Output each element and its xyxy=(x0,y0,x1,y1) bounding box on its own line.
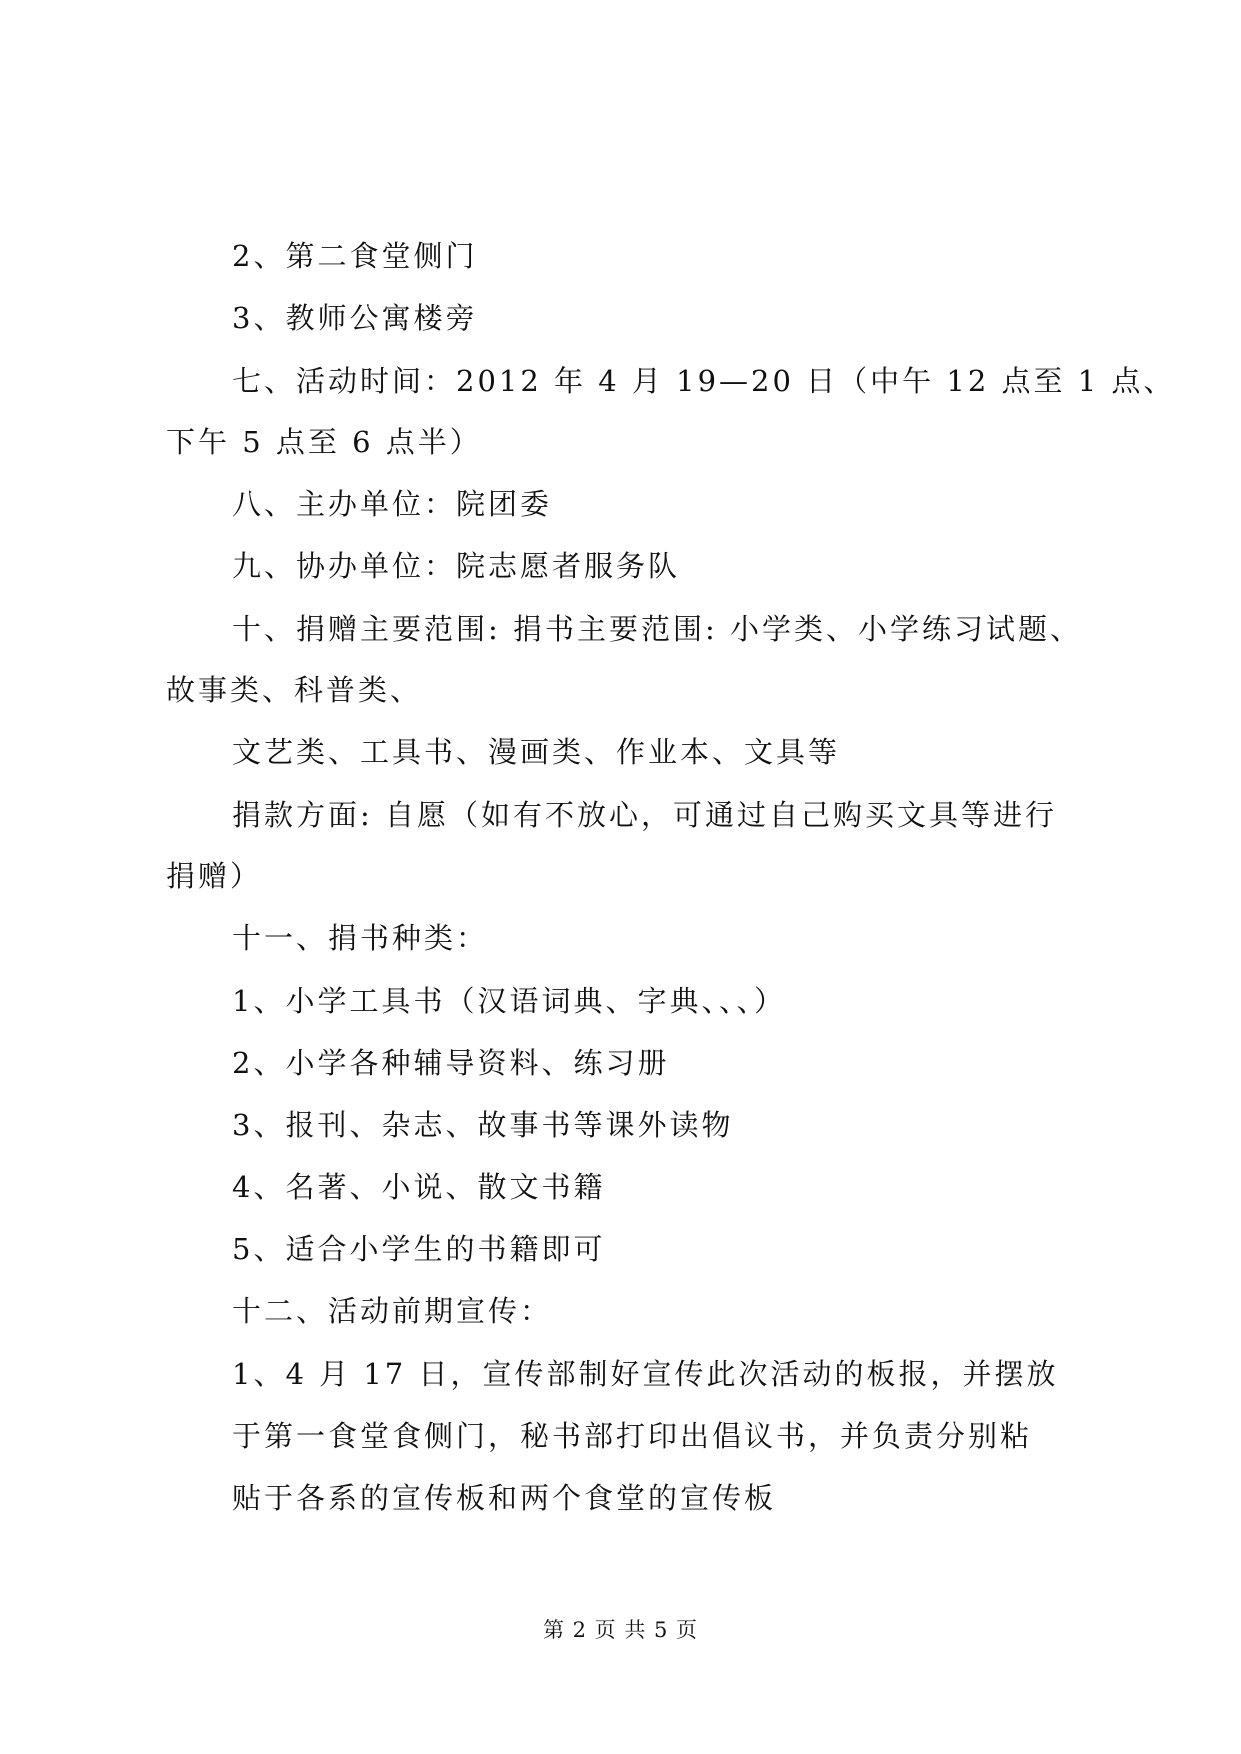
text-line-18: 十二、活动前期宣传： xyxy=(232,1294,553,1328)
text-line-12: 十一、捐书种类： xyxy=(232,921,489,955)
text-line-20: 于第一食堂食侧门，秘书部打印出倡议书，并负责分别粘 xyxy=(232,1419,1033,1453)
text-line-19: 1、4 月 17 日，宣传部制好宣传此次活动的板报，并摆放 xyxy=(232,1357,1059,1391)
text-line-15: 3、报刊、杂志、故事书等课外读物 xyxy=(232,1108,734,1142)
text-line-7: 十、捐赠主要范围: 捐书主要范围: 小学类、小学练习试题、 xyxy=(232,612,1082,646)
page-number-footer: 第 2 页 共 5 页 xyxy=(542,1618,699,1642)
text-line-13: 1、小学工具书（汉语词典、字典、、、） xyxy=(232,984,786,1018)
text-line-6: 九、协办单位：院志愿者服务队 xyxy=(232,549,681,583)
text-line-21: 贴于各系的宣传板和两个食堂的宣传板 xyxy=(232,1481,777,1515)
text-line-9: 文艺类、工具书、漫画类、作业本、文具等 xyxy=(232,735,841,769)
text-line-4: 下午 5 点至 6 点半） xyxy=(166,425,482,459)
text-line-3: 七、活动时间：2012 年 4 月 19—20 日（中午 12 点至 1 点、 xyxy=(232,364,1176,398)
text-line-5: 八、主办单位：院团委 xyxy=(232,487,553,521)
text-line-1: 2、第二食堂侧门 xyxy=(232,239,478,273)
text-line-16: 4、名著、小说、散文书籍 xyxy=(232,1170,606,1204)
text-line-14: 2、小学各种辅导资料、练习册 xyxy=(232,1046,670,1080)
text-line-17: 5、适合小学生的书籍即可 xyxy=(232,1232,606,1266)
text-line-8: 故事类、科普类、 xyxy=(166,673,423,707)
text-line-10: 捐款方面: 自愿（如有不放心，可通过自己购买文具等进行 xyxy=(232,798,1057,832)
text-line-2: 3、教师公寓楼旁 xyxy=(232,301,478,335)
text-line-11: 捐赠） xyxy=(166,859,263,893)
